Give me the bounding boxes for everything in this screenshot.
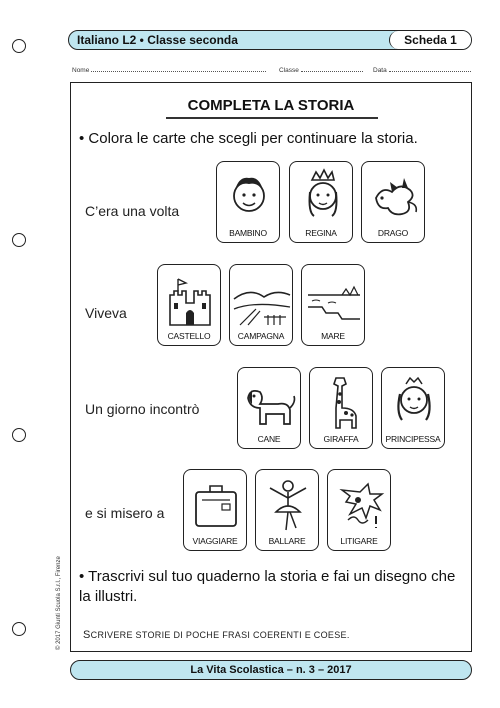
field-classe[interactable] bbox=[279, 66, 363, 74]
card-ballare[interactable] bbox=[255, 469, 319, 551]
footer-bar bbox=[70, 660, 472, 680]
field-data-label: Data bbox=[373, 67, 387, 74]
copyright-text: © 2017 Giunti Scuola S.r.l., Firenze bbox=[56, 556, 62, 650]
card-principessa[interactable] bbox=[381, 367, 445, 449]
binder-hole-4 bbox=[12, 622, 26, 636]
phrase-row-1: C’era una volta bbox=[85, 203, 180, 219]
card-mare[interactable] bbox=[301, 264, 365, 346]
binder-hole-1 bbox=[12, 39, 26, 53]
card-castello[interactable] bbox=[157, 264, 221, 346]
phrase-row-3: Un giorno incontrò bbox=[85, 401, 200, 417]
card-label: BALLARE bbox=[268, 536, 306, 546]
card-label: CAMPAGNA bbox=[237, 331, 285, 341]
card-label: PRINCIPESSA bbox=[385, 434, 441, 444]
field-nome[interactable] bbox=[72, 66, 266, 74]
card-label: VIAGGIARE bbox=[192, 536, 238, 546]
card-campagna[interactable] bbox=[229, 264, 293, 346]
card-label: REGINA bbox=[305, 228, 337, 238]
phrase-row-2: Viveva bbox=[85, 305, 127, 321]
instruction-transcribe: • Trascrivi sul tuo quaderno la storia e fai un disegno che la illustri. bbox=[79, 568, 456, 605]
card-label: MARE bbox=[321, 331, 345, 341]
binder-hole-2 bbox=[12, 233, 26, 247]
card-cane[interactable] bbox=[237, 367, 301, 449]
binder-hole-3 bbox=[12, 428, 26, 442]
card-label: BAMBINO bbox=[229, 228, 267, 238]
card-giraffa[interactable] bbox=[309, 367, 373, 449]
objective-initial: S bbox=[83, 629, 91, 641]
header-bar bbox=[68, 30, 472, 50]
card-bambino[interactable] bbox=[216, 161, 280, 243]
scheda-label: Scheda 1 bbox=[404, 33, 457, 47]
scheda-tab bbox=[389, 31, 471, 49]
card-label: CANE bbox=[257, 434, 281, 444]
phrase-row-4: e si misero a bbox=[85, 505, 165, 521]
worksheet-frame bbox=[70, 82, 472, 652]
card-regina[interactable] bbox=[289, 161, 353, 243]
worksheet-heading: COMPLETA LA STORIA bbox=[187, 97, 355, 114]
card-viaggiare[interactable] bbox=[183, 469, 247, 551]
card-label: GIRAFFA bbox=[323, 434, 359, 444]
learning-objective bbox=[83, 629, 350, 641]
field-classe-label: Classe bbox=[279, 67, 299, 74]
footer-text: La Vita Scolastica – n. 3 – 2017 bbox=[190, 664, 352, 676]
objective-text: CRIVERE STORIE DI POCHE FRASI COERENTI E COESE. bbox=[90, 630, 350, 640]
heading-underline bbox=[166, 117, 378, 119]
card-label: CASTELLO bbox=[167, 331, 211, 341]
instruction-color: • Colora le carte che scegli per continuare la storia. bbox=[79, 130, 418, 147]
field-nome-label: Nome bbox=[72, 67, 90, 74]
card-label: LITIGARE bbox=[340, 536, 378, 546]
card-label: DRAGO bbox=[377, 228, 409, 238]
header-title: Italiano L2 • Classe seconda bbox=[77, 33, 238, 47]
field-data[interactable] bbox=[373, 66, 471, 74]
card-litigare[interactable] bbox=[327, 469, 391, 551]
card-drago[interactable] bbox=[361, 161, 425, 243]
